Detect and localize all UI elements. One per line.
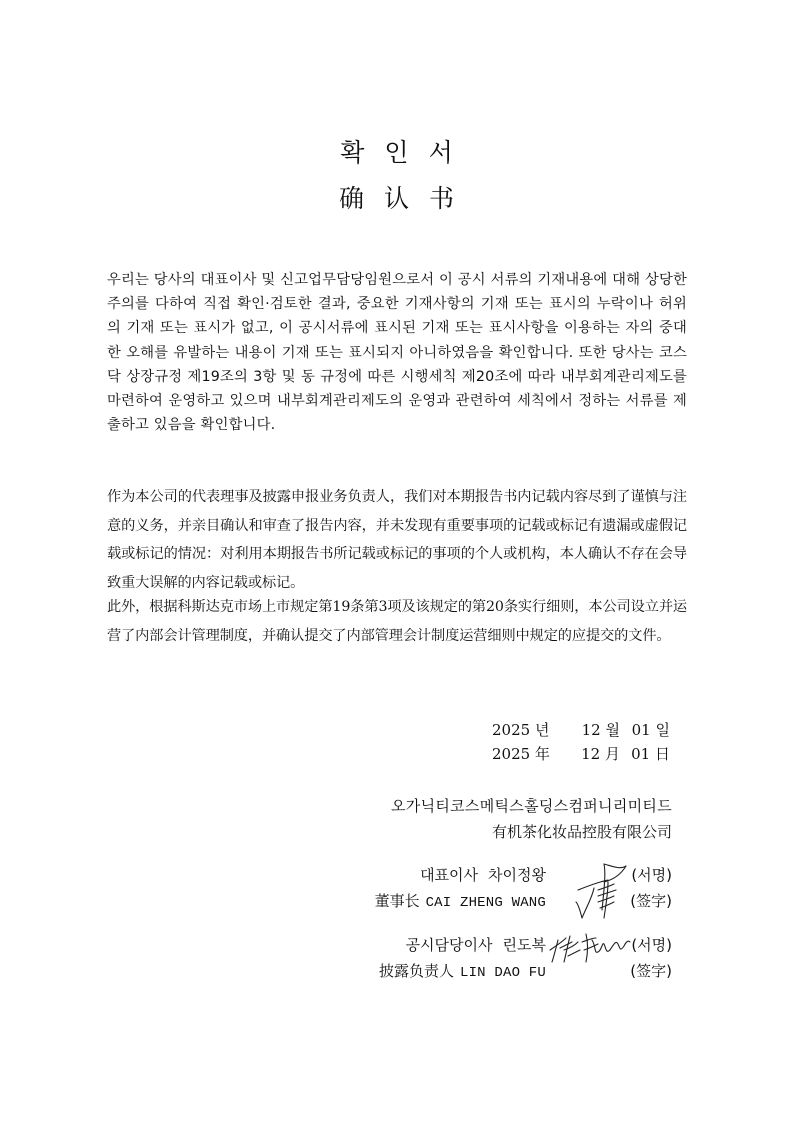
handwritten-signature-icon [548,930,632,966]
confirmation-paragraph-chinese-2: 此外，根据科斯达克市场上市规定第19条第3项及该规定的第20条实行细则，本公司设立并运营了内部会计管理制度，并确认提交了内部管理会计制度运营细则中规定的应提交的文件。 [107,599,687,644]
date-year-chinese: 2025 年 [492,745,550,763]
signatory-name-korean: 차이정왕 [488,866,546,884]
confirmation-paragraph-chinese-1: 作为本公司的代表理事及披露申报业务负责人，我们对本期报告书内记载内容尽到了谨慎与注意的义务，并亲目确认和审查了报告内容，并未发现有重要事项的记载或标记有遗漏或虚假记载或标记的情况：对利用本期报告书所记载或标记的事项的个人或机构，本人确认不存在会导致重大误解的内容记载或标记。 [107,489,687,591]
signatory-name-english: CAI ZHENG WANG [425,895,546,911]
sign-mark-chinese: (签字) [630,892,672,910]
sign-mark-korean: (서명) [631,866,672,884]
signatory-role-chinese: 董事长 [374,892,420,910]
date-day-korean: 01 일 [631,721,670,739]
date-month-chinese: 12 月 [581,745,620,763]
sign-mark-chinese: (签字) [630,962,672,980]
date-day-chinese: 01 日 [631,745,670,763]
sign-mark-korean: (서명) [631,936,672,954]
signatory-name-english: LIN DAO FU [459,965,546,981]
company-name-chinese: 有机茶化妆品控股有限公司 [491,823,672,841]
title-chinese: 确认书 [338,184,474,213]
signatory-name-korean: 린도복 [502,936,546,954]
company-name-block [391,793,672,845]
date-month-korean: 12 월 [581,721,620,739]
signatory-role-korean: 공시담당이사 [405,936,493,954]
signatory-role-korean: 대표이사 [420,866,479,884]
company-name-korean: 오가닉티코스메틱스홀딩스컴퍼니리미티드 [390,797,672,815]
date-block [492,718,670,766]
title-korean: 확인서 [340,138,473,167]
confirmation-paragraph-korean: 우리는 당사의 대표이사 및 신고업무담당임원으로서 이 공시 서류의 기재내용에 대해 상당한 주의를 다하여 직접 확인·검토한 결과, 중요한 기재사항의 기재 또는 표시의 누락이나 허위의 기재 또는 표시가 없고, 이 공시서류에 표시된 기재 또는 표시사항을 이용하는 자의 중대한 오해를 유발하는 내용이 기재 또는 표시되지 아니하였음을 확인합니다. 또한 당사는 코스닥 상장규정 제19조의 3항 및 동 규정에 따른 시행세칙 제20조에 따라 내부회계관리제도를 마련하여 운영하고 있으며 내부회계관리제도의 운영과 관련하여 세칙에서 정하는 서류를 제출하고 있음을 확인합니다. [107,272,687,434]
date-chinese [492,742,670,766]
signatory-role-chinese: 披露负责人 [378,962,454,980]
date-year-korean: 2025 년 [492,721,550,739]
date-korean [492,718,670,742]
handwritten-signature-icon [574,860,634,922]
